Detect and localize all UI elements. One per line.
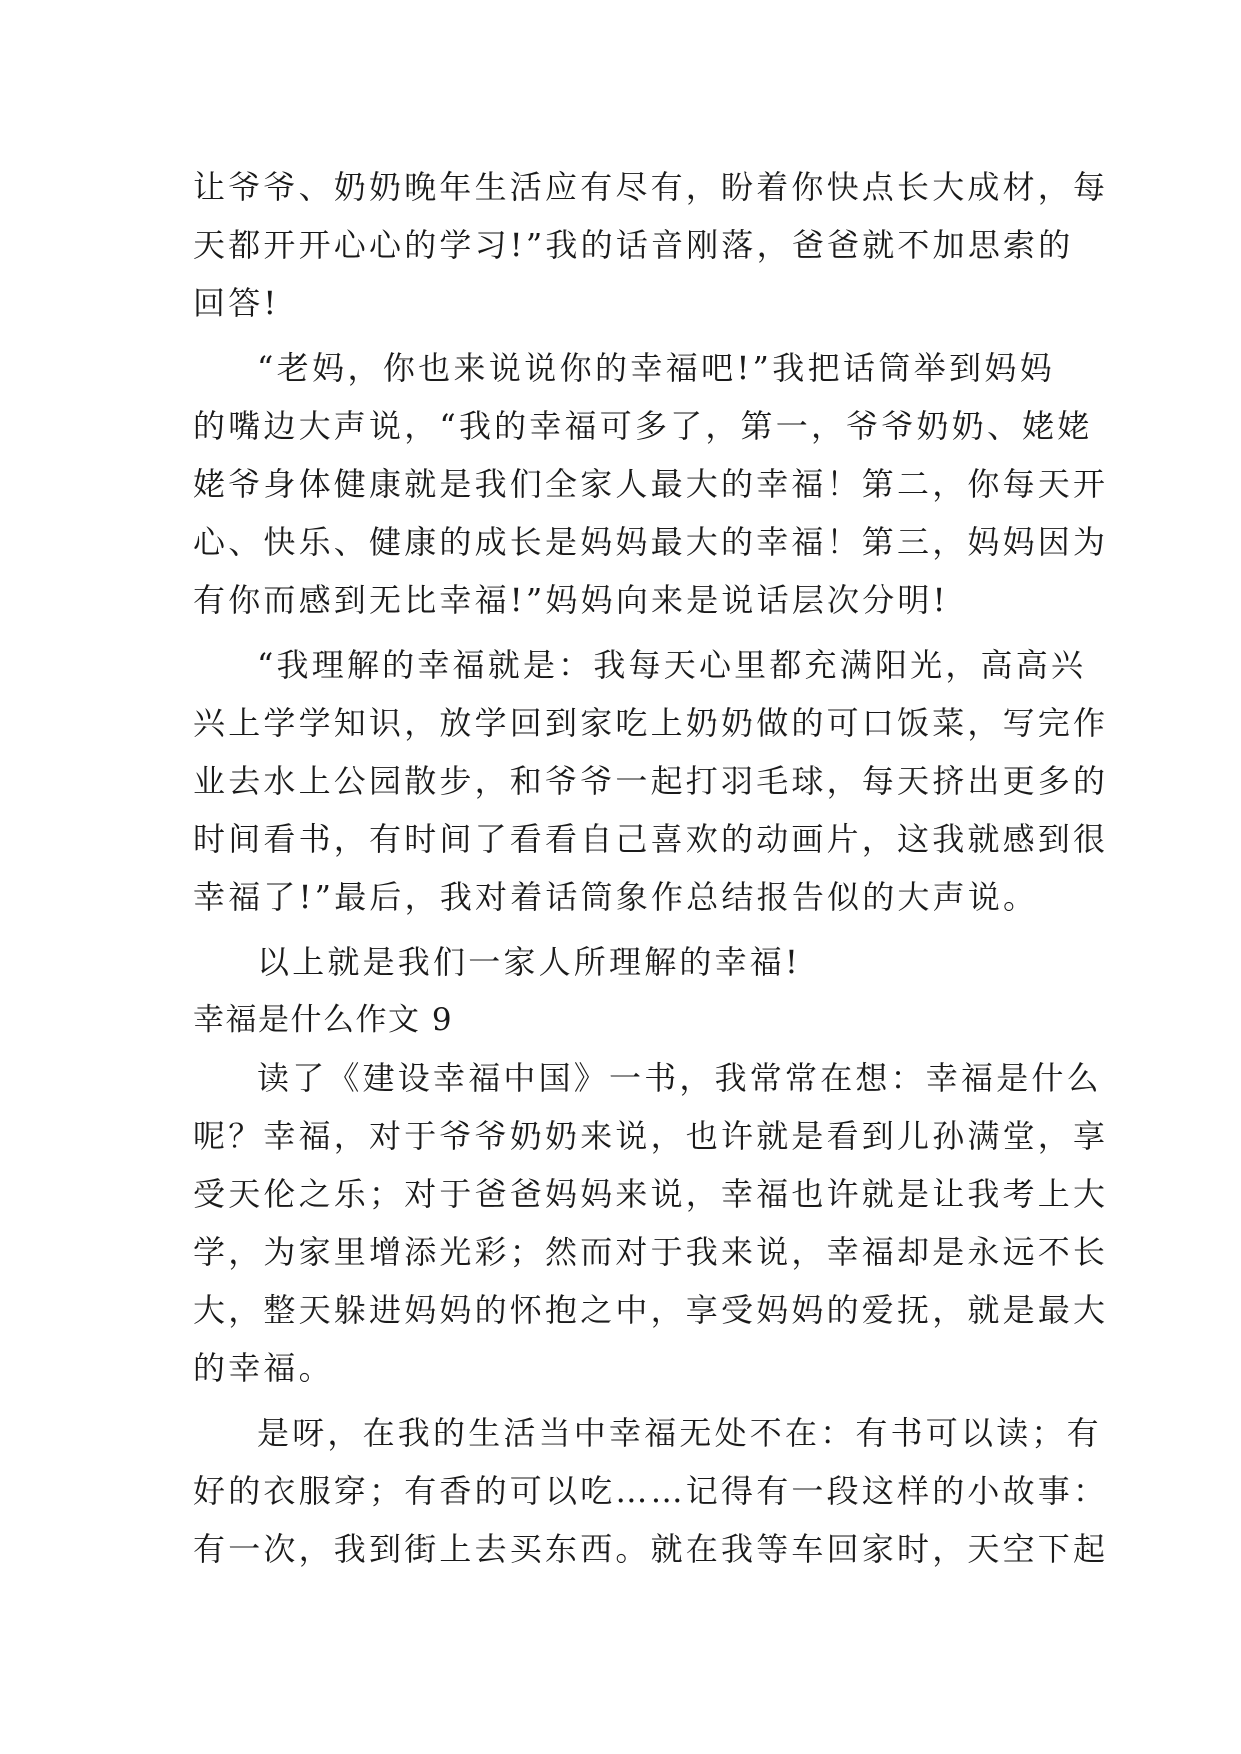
section-heading bbox=[193, 991, 1055, 1049]
text-line: “老妈，你也来说说你的幸福吧!”我把话筒举到妈妈 bbox=[257, 349, 1055, 387]
heading-text: 幸福是什么作文 9 bbox=[193, 1002, 454, 1038]
document-page bbox=[193, 158, 1109, 1578]
text-line: 好的衣服穿；有香的可以吃……记得有一段这样的小故事： bbox=[193, 1472, 1109, 1510]
text-line: 有一次，我到街上去买东西。就在我等车回家时，天空下起 bbox=[193, 1530, 1109, 1568]
text-line: 读了《建设幸福中国》一书，我常常在想：幸福是什么 bbox=[257, 1059, 1102, 1097]
text-line: 的嘴边大声说，“我的幸福可多了，第一，爷爷奶奶、姥姥 bbox=[193, 407, 1093, 445]
text-line: 心、快乐、健康的成长是妈妈最大的幸福！第三，妈妈因为 bbox=[193, 523, 1109, 561]
text-line: 有你而感到无比幸福!”妈妈向来是说话层次分明! bbox=[193, 581, 949, 619]
paragraph bbox=[193, 1404, 1109, 1578]
text-line: 是呀，在我的生活当中幸福无处不在：有书可以读；有 bbox=[257, 1414, 1102, 1452]
text-line: 业去水上公园散步，和爷爷一起打羽毛球，每天挤出更多的 bbox=[193, 762, 1109, 800]
text-line: 学，为家里增添光彩；然而对于我来说，幸福却是永远不长 bbox=[193, 1233, 1109, 1271]
text-line: 以上就是我们一家人所理解的幸福! bbox=[257, 943, 802, 981]
paragraph bbox=[193, 933, 1055, 991]
text-line: 回答! bbox=[193, 284, 280, 322]
text-line: 大，整天躲进妈妈的怀抱之中，享受妈妈的爱抚，就是最大 bbox=[193, 1291, 1109, 1329]
text-line: 天都开开心心的学习!”我的话音刚落，爸爸就不加思索的 bbox=[193, 226, 1074, 264]
paragraph bbox=[193, 636, 1109, 926]
text-line: 的幸福。 bbox=[193, 1349, 334, 1387]
text-line: 让爷爷、奶奶晚年生活应有尽有，盼着你快点长大成材，每 bbox=[193, 168, 1109, 206]
paragraph bbox=[193, 339, 1109, 629]
text-line: 呢？幸福，对于爷爷奶奶来说，也许就是看到儿孙满堂，享 bbox=[193, 1117, 1109, 1155]
text-line: 兴上学学知识，放学回到家吃上奶奶做的可口饭菜，写完作 bbox=[193, 704, 1109, 742]
text-line: 姥爷身体健康就是我们全家人最大的幸福！第二，你每天开 bbox=[193, 465, 1109, 503]
text-line: 幸福了!”最后，我对着话筒象作总结报告似的大声说。 bbox=[193, 878, 1039, 916]
text-line: “我理解的幸福就是：我每天心里都充满阳光，高高兴 bbox=[257, 646, 1087, 684]
paragraph bbox=[193, 158, 1109, 332]
text-line: 时间看书，有时间了看看自己喜欢的动画片，这我就感到很 bbox=[193, 820, 1109, 858]
text-line: 受天伦之乐；对于爸爸妈妈来说，幸福也许就是让我考上大 bbox=[193, 1175, 1109, 1213]
paragraph bbox=[193, 1049, 1109, 1397]
